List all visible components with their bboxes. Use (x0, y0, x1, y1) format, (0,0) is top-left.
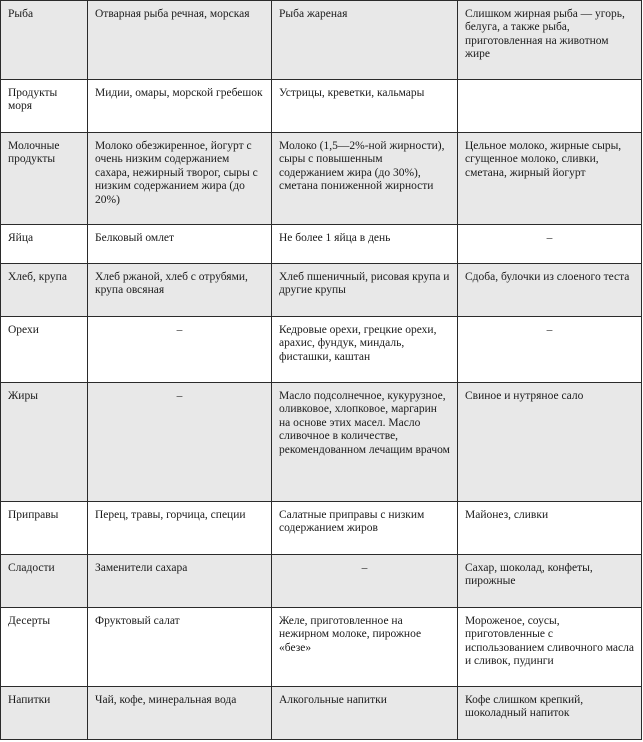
recommended-cell: Чай, кофе, минеральная вода (88, 687, 272, 740)
recommended-cell: Отварная рыба речная, морская (88, 1, 272, 80)
limited-cell: Желе, приготовленное на нежирном молоке, пирожное «безе» (272, 608, 458, 687)
limited-cell: Кедровые орехи, грецкие орехи, арахис, фундук, миндаль, фисташки, каштан (272, 317, 458, 383)
recommended-cell: Перец, травы, горчица, специи (88, 502, 272, 555)
table-row (1, 383, 642, 502)
table-row (1, 555, 642, 608)
limited-cell: Устрицы, креветки, кальмары (272, 80, 458, 133)
excluded-cell: Кофе слишком крепкий, шоколадный напиток (458, 687, 642, 740)
excluded-cell: Слишком жирная рыба — угорь, белуга, а также рыба, приготовленная на животном жире (458, 1, 642, 80)
category-cell: Хлеб, крупа (1, 264, 88, 317)
recommended-cell: – (88, 317, 272, 383)
limited-cell: Алкогольные напитки (272, 687, 458, 740)
excluded-cell: Сдоба, булочки из слоеного теста (458, 264, 642, 317)
recommended-cell: – (88, 383, 272, 502)
recommended-cell: Белковый омлет (88, 225, 272, 264)
limited-cell: Не более 1 яйца в день (272, 225, 458, 264)
excluded-cell: Свиное и нутряное сало (458, 383, 642, 502)
limited-cell: Масло подсолнечное, кукурузное, оливковое, хлопковое, маргарин на основе этих масел. Масло сливочное в количестве, рекомендованном лечащим врачом (272, 383, 458, 502)
table-row (1, 225, 642, 264)
limited-cell: Салатные приправы с низким содержанием жиров (272, 502, 458, 555)
category-cell: Яйца (1, 225, 88, 264)
table-row (1, 133, 642, 225)
table-row (1, 80, 642, 133)
limited-cell: Молоко (1,5—2%-ной жирности), сыры с повышенным содержанием жира (до 30%), сметана пониженной жирности (272, 133, 458, 225)
excluded-cell: Мороженое, соусы, приготовленные с использованием сливочного масла и сливок, пудинги (458, 608, 642, 687)
excluded-cell: – (458, 317, 642, 383)
recommended-cell: Фруктовый салат (88, 608, 272, 687)
table-row (1, 317, 642, 383)
recommended-cell: Заменители сахара (88, 555, 272, 608)
limited-cell: – (272, 555, 458, 608)
category-cell: Напитки (1, 687, 88, 740)
recommended-cell: Хлеб ржаной, хлеб с отрубями, крупа овсяная (88, 264, 272, 317)
excluded-cell: Сахар, шоколад, конфеты, пирожные (458, 555, 642, 608)
recommended-cell: Мидии, омары, морской гребешок (88, 80, 272, 133)
category-cell: Продукты моря (1, 80, 88, 133)
category-cell: Орехи (1, 317, 88, 383)
recommended-cell: Молоко обезжиренное, йогурт с очень низким содержанием сахара, нежирный творог, сыры с низким содержанием жира (до 20%) (88, 133, 272, 225)
category-cell: Десерты (1, 608, 88, 687)
table-row (1, 502, 642, 555)
table-row (1, 608, 642, 687)
category-cell: Жиры (1, 383, 88, 502)
excluded-cell (458, 80, 642, 133)
category-cell: Молочные продукты (1, 133, 88, 225)
table-row (1, 1, 642, 80)
category-cell: Рыба (1, 1, 88, 80)
excluded-cell: Цельное молоко, жирные сыры, сгущенное молоко, сливки, сметана, жирный йогурт (458, 133, 642, 225)
limited-cell: Хлеб пшеничный, рисовая крупа и другие крупы (272, 264, 458, 317)
category-cell: Приправы (1, 502, 88, 555)
limited-cell: Рыба жареная (272, 1, 458, 80)
excluded-cell: Майонез, сливки (458, 502, 642, 555)
table-body (1, 1, 642, 740)
excluded-cell: – (458, 225, 642, 264)
table-row (1, 687, 642, 740)
table-row (1, 264, 642, 317)
category-cell: Сладости (1, 555, 88, 608)
